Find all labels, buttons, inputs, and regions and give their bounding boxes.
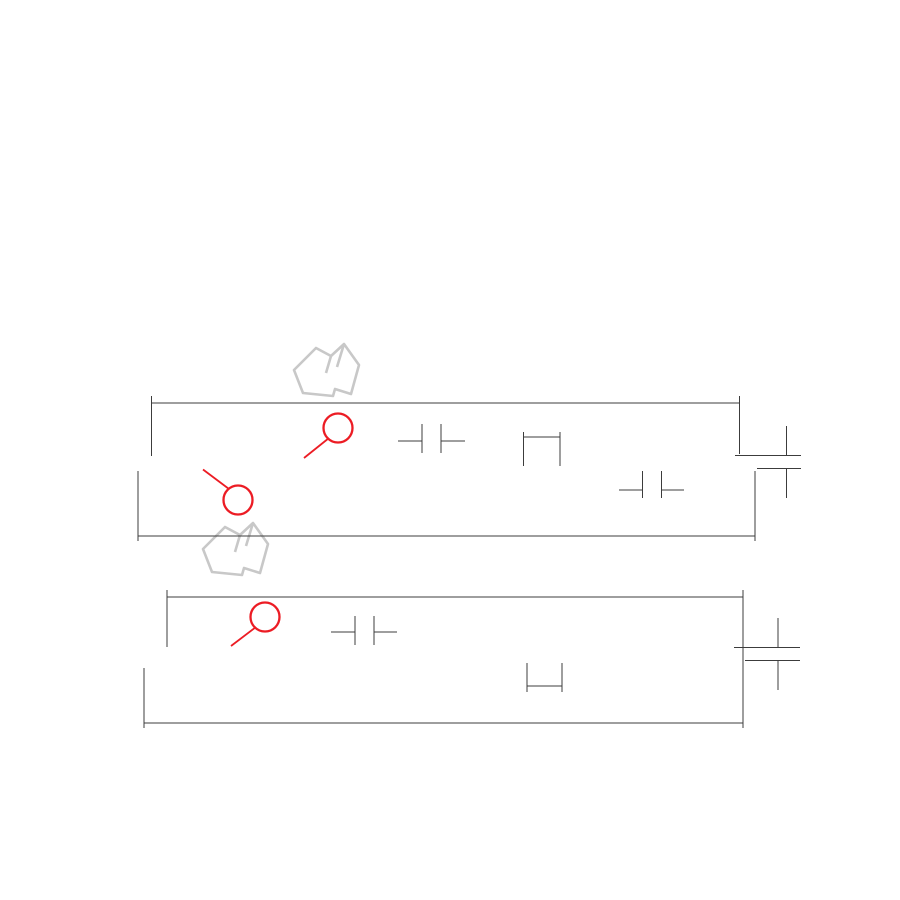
dimensions-bottom (144, 590, 800, 728)
profile-section-top (138, 396, 801, 541)
metal-profile-logo-icon (294, 344, 359, 396)
callout-labels (203, 414, 353, 647)
label-a-circle (224, 486, 253, 515)
profile-section-bottom (144, 590, 800, 728)
label-r-circle (251, 603, 280, 632)
metal-profile-logo-icon (203, 523, 268, 575)
label-b-circle (324, 414, 353, 443)
watermark-lower (203, 523, 268, 575)
watermark-upper (294, 344, 359, 396)
dimensions-top (138, 396, 801, 541)
